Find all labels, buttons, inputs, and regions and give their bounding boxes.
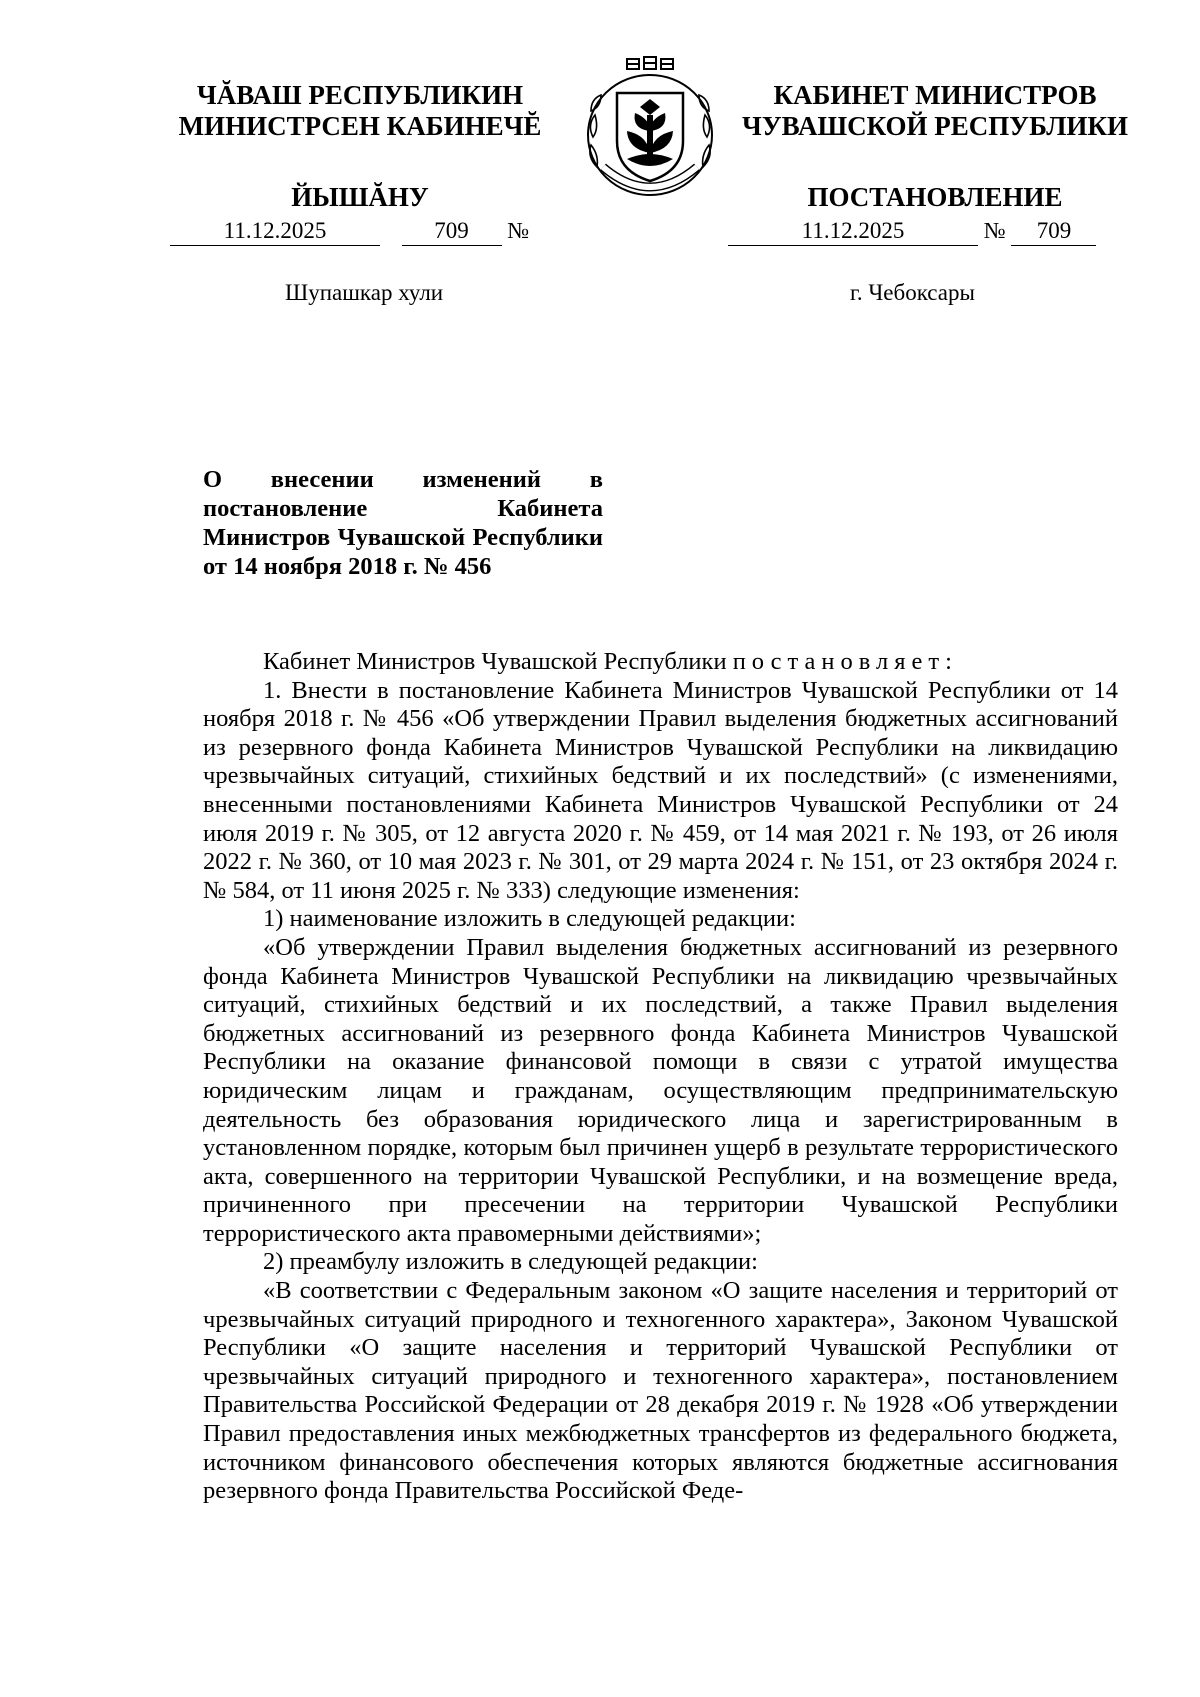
header-left-line1: ЧĂВАШ РЕСПУБЛИКИН [196,80,524,110]
header-right-doc-type: ПОСТАНОВЛЕНИЕ [807,182,1063,212]
city-left: Шупашкар хули [285,280,444,305]
intro-end: : [945,648,952,675]
body-paragraph: «Об утверждении Правил выделения бюджетных ассигнований из резервного фонда Кабинета Министров Чувашской Республики на ликвидацию чрезвычайных ситуаций, стихийных бедствий и их последствий, а также Правил выделения бюджетных ассигнований из резервного фонда Кабинета Министров Чувашской Республики на оказание финансовой помощи в связи с утратой имущества юридическим лицам и гражданам, осуществляющим предпринимательскую деятельность без образования юридического лица и зарегистрированным в установленном порядке, которым был причинен ущерб в результате террористического акта, совершенного на территории Чувашской Республики, и на возмещение вреда, причиненного при пресечении на территории Чувашской Республики террористического акта правомерными действиями»; [203,933,1118,1247]
number-row-right [728,218,1096,246]
body-paragraph: «В соответствии с Федеральным законом «О защите населения и территорий от чрезвычайных ситуаций природного и техногенного характера», Законом Чувашской Республики «О защите населения и территорий Чувашской Республики от чрезвычайных ситуаций природного и техногенного характера», постановлением Правительства Российской Федерации от 28 декабря 2019 г. № 1928 «Об утверждении Правил предоставления иных межбюджетных трансфертов из федерального бюджета, источником финансового обеспечения которых являются бюджетные ассигнования резервного фонда Правительства Российской Феде- [203,1277,1118,1505]
intro-spaced-word: постановляет [732,648,946,675]
header-left-doc-type: ЙЫШĂНУ [291,182,429,212]
emblem-svg [577,55,723,201]
body-paragraph: 2) преамбулу изложить в следующей редакции: [263,1248,758,1276]
city-right: г. Чебоксары [850,280,975,305]
number-left: 709 [402,218,502,246]
date-right: 11.12.2025 [728,218,978,246]
intro-start: Кабинет Министров Чувашской Республики [263,648,733,675]
document-subject: О внесении изменений в постановление Кабинета Министров Чувашской Республики от 14 ноября 2018 г. № 456 [203,466,603,580]
header-right [720,80,1150,213]
body-paragraph: 1. Внести в постановление Кабинета Министров Чувашской Республики от 14 ноября 2018 г. № 456 «Об утверждении Правил выделения бюджетных ассигнований из резервного фонда Кабинета Министров Чувашской Республики на ликвидацию чрезвычайных ситуаций, стихийных бедствий и их последствий» (с изменениями, внесенными постановлениями Кабинета Министров Чувашской Республики от 24 июля 2019 г. № 305, от 12 августа 2020 г. № 459, от 14 мая 2021 г. № 193, от 26 июля 2022 г. № 360, от 10 мая 2023 г. № 301, от 29 марта 2024 г. № 151, от 23 октября 2024 г. № 584, от 11 июня 2025 г. № 333) следующие изменения: [203,676,1118,904]
number-right: 709 [1011,218,1096,246]
intro-paragraph [203,648,1118,677]
body-paragraph: 1) наименование изложить в следующей редакции: [263,905,796,933]
header-left-line2: МИНИСТРСЕН КАБИНЕЧĔ [178,111,542,141]
document-body [203,648,1118,1506]
number-sign-left: № [507,218,530,243]
chuvash-coat-of-arms-icon [577,55,723,201]
header-right-line2: ЧУВАШСКОЙ РЕСПУБЛИКИ [742,111,1128,141]
header-right-line1: КАБИНЕТ МИНИСТРОВ [773,80,1097,110]
number-row-left [170,218,529,246]
header-left [150,80,570,213]
date-left: 11.12.2025 [170,218,380,246]
number-sign-right: № [983,218,1006,243]
